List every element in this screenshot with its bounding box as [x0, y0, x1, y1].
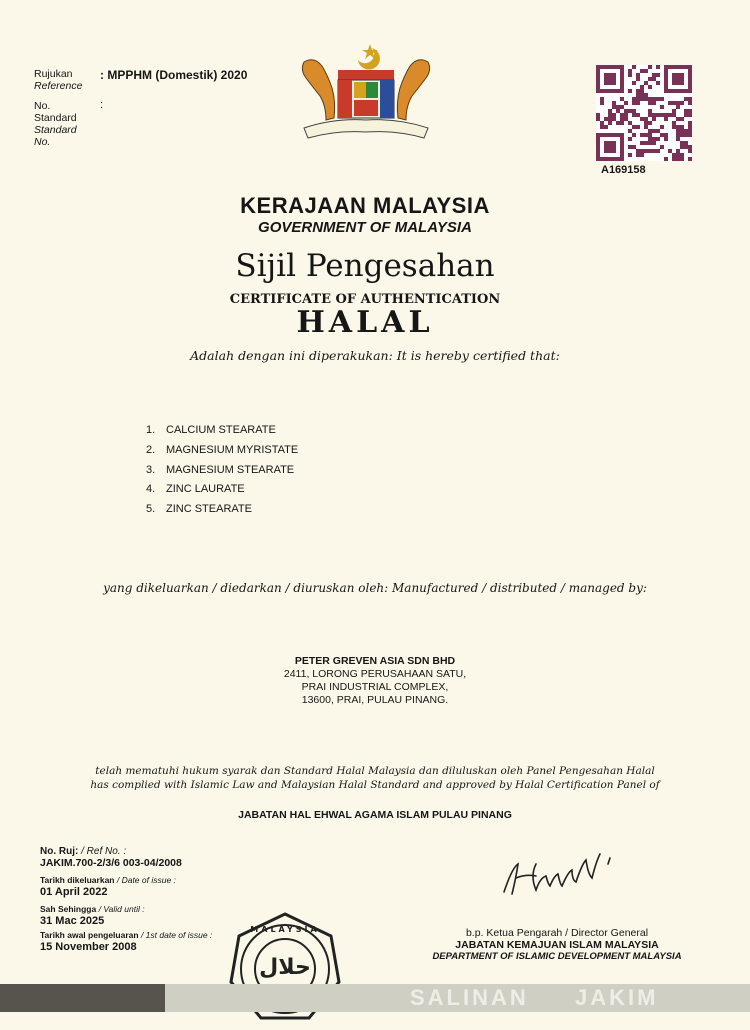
list-item: 4. ZINC LAURATE [146, 483, 245, 496]
signatory-dept-ms: JABATAN KEMAJUAN ISLAM MALAYSIA [455, 939, 659, 951]
serial-number: A169158 [601, 164, 646, 176]
valid-until-label: Sah Sehingga / Valid until : [40, 904, 145, 914]
reference-value: : MPPHM (Domestik) 2020 [100, 68, 248, 82]
watermark-right: JAKIM [575, 985, 659, 1010]
list-item: 5. ZINC STEARATE [146, 503, 252, 516]
certified-line: Adalah dengan ini diperakukan: It is hereby certified that: [190, 348, 560, 363]
footer-dark-block [0, 984, 165, 1012]
watermark-left: SALINAN [410, 985, 529, 1010]
issue-date-label: Tarikh dikeluarkan / Date of issue : [40, 875, 176, 885]
company-address-1: 2411, LORONG PERUSAHAAN SATU, [283, 668, 467, 680]
standard-no-label: No. Standard Standard No. [34, 100, 77, 148]
svg-text:MALAYSIA: MALAYSIA [250, 925, 320, 934]
signature [500, 852, 630, 904]
compliance-line-ms: telah mematuhi hukum syarak dan Standard Halal Malaysia dan diluluskan oleh Panel Pengesahan Halal [95, 765, 655, 777]
valid-until-value: 31 Mac 2025 [40, 914, 105, 927]
company-address-2: PRAI INDUSTRIAL COMPLEX, [301, 681, 449, 693]
first-issue-value: 15 November 2008 [40, 940, 137, 953]
qr-code [596, 65, 692, 161]
list-item: 1. CALCIUM STEARATE [146, 424, 276, 436]
reference-label: Rujukan Reference [34, 68, 83, 92]
government-title-ms: KERAJAAN MALAYSIA [240, 193, 490, 218]
list-item: 3. MAGNESIUM STEARATE [146, 463, 295, 476]
details-block [40, 846, 212, 953]
company-address-3: 13600, PRAI, PULAU PINANG. [301, 694, 449, 706]
first-issue-label: Tarikh awal pengeluaran / 1st date of issue : [40, 930, 213, 940]
list-item: 2. MAGNESIUM MYRISTATE [146, 443, 299, 456]
coat-of-arms-emblem [296, 42, 436, 142]
standard-no-colon: : [100, 99, 104, 111]
government-title-en: GOVERNMENT OF MALAYSIA [258, 219, 472, 236]
halal-title: HALAL [296, 305, 434, 340]
certifying-body: JABATAN HAL EHWAL AGAMA ISLAM PULAU PINANG [238, 809, 512, 821]
ref-no-label: No. Ruj: / Ref No. : [40, 846, 127, 857]
left-tiger-icon [302, 60, 334, 120]
sijil-title: Sijil Pengesahan [235, 248, 495, 284]
product-list [146, 424, 298, 523]
compliance-line-en: has complied with Islamic Law and Malaysian Halal Standard and approved by Halal Certification Panel of [90, 779, 660, 791]
signatory-block [407, 927, 707, 963]
issue-date-value: 01 April 2022 [40, 885, 108, 898]
ref-no-value: JAKIM.700-2/3/6 003-04/2008 [40, 856, 182, 869]
signatory-dept-en: DEPARTMENT OF ISLAMIC DEVELOPMENT MALAYSIA [432, 951, 682, 962]
certificate-title: CERTIFICATE OF AUTHENTICATION [229, 292, 501, 307]
signatory-title: b.p. Ketua Pengarah / Director General [465, 927, 649, 939]
right-tiger-icon [397, 60, 429, 120]
company-name: PETER GREVEN ASIA SDN BHD [294, 655, 456, 667]
manufacturer-label: yang dikeluarkan / diedarkan / diuruskan oleh: Manufactured / distributed / managed by: [103, 581, 647, 595]
company-block [0, 655, 750, 707]
svg-text:حلال: حلال [259, 955, 311, 980]
